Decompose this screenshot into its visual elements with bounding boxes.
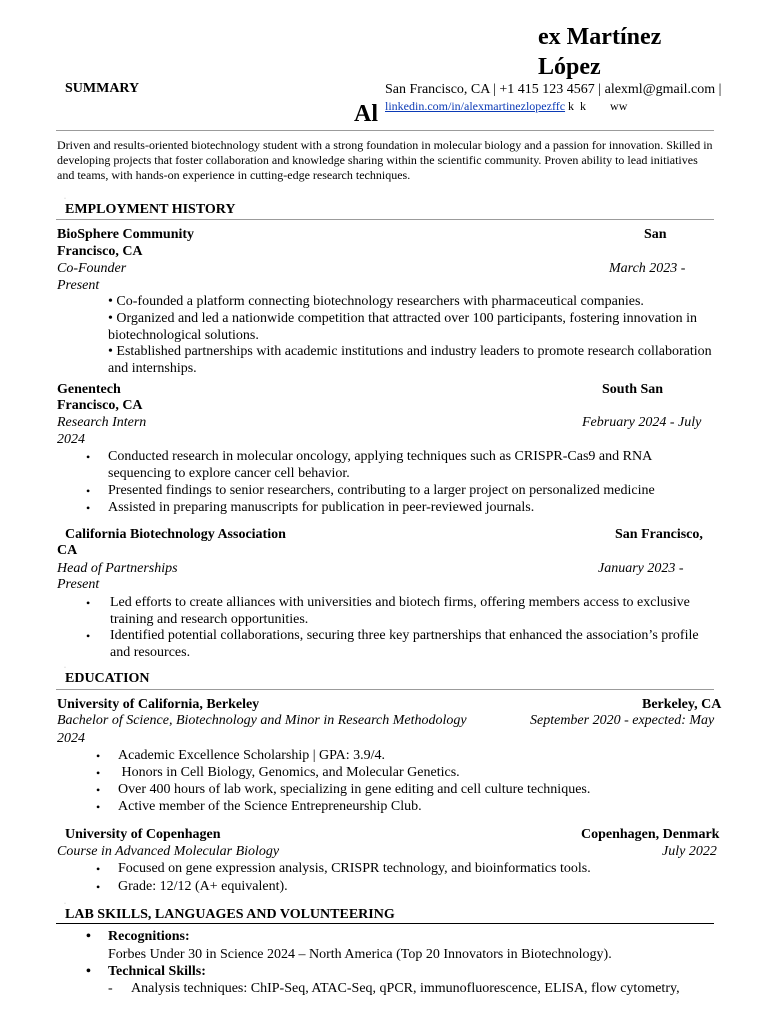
job-dates: February 2024 - July [582, 415, 702, 430]
bullet-dot: • [96, 749, 101, 763]
bullet-dot: • [96, 766, 101, 780]
linkedin-line [385, 99, 627, 114]
name-line-2: López [538, 54, 601, 80]
linkedin-tail: k k ww [568, 99, 628, 113]
job-dates-cont: 2024 [57, 432, 85, 447]
school-dates: September 2020 - expected: May [530, 713, 715, 728]
section-marker: · [64, 196, 66, 202]
name-prefix: Al [354, 101, 378, 127]
job-location-cont: Francisco, CA [57, 244, 143, 259]
job-role: Research Intern [57, 415, 147, 430]
summary-label: SUMMARY [65, 81, 140, 96]
job-dates: March 2023 - [609, 261, 686, 276]
school-dates: July 2022 [662, 844, 717, 859]
school-bullet: Honors in Cell Biology, Genomics, and Molecular Genetics. [118, 765, 460, 780]
school-bullet: Focused on gene expression analysis, CRISPR technology, and bioinformatics tools. [118, 861, 591, 876]
job-bullet: • Established partnerships with academic institutions and industry leaders to promote research collaboration and internships. [108, 344, 712, 376]
job-bullet: • Co-founded a platform connecting biotechnology researchers with pharmaceutical companies. [108, 294, 644, 309]
bullet-dot: • [96, 800, 101, 814]
job-org: Genentech [57, 382, 121, 397]
school-name: University of California, Berkeley [57, 697, 260, 712]
job-bullet: Conducted research in molecular oncology, applying techniques such as CRISPR-Cas9 and RNA sequencing to explore cancer cell behavior. [108, 449, 652, 481]
bullet-dot: • [86, 596, 91, 610]
job-role: Head of Partnerships [57, 561, 178, 576]
employment-divider [56, 219, 714, 220]
job-dates-cont: Present [57, 278, 100, 293]
job-bullet: Presented findings to senior researchers, contributing to a larger project on personalized medicine [108, 483, 655, 498]
recognitions-text: Forbes Under 30 in Science 2024 – North America (Top 20 Innovators in Biotechnology). [108, 947, 612, 962]
school-degree: Bachelor of Science, Biotechnology and Minor in Research Methodology [57, 713, 467, 728]
linkedin-link[interactable]: linkedin.com/in/alexmartinezlopezffc [385, 99, 566, 113]
skills-heading: LAB SKILLS, LANGUAGES AND VOLUNTEERING [65, 907, 395, 922]
job-org: BioSphere Community [57, 227, 195, 242]
school-degree: Course in Advanced Molecular Biology [57, 844, 280, 859]
section-marker: · [64, 665, 66, 671]
job-bullet: Led efforts to create alliances with universities and biotech firms, offering members access to exclusive training and research opportunities. [110, 595, 690, 627]
job-location: San [644, 227, 667, 242]
school-location: Copenhagen, Denmark [581, 827, 720, 842]
school-bullet: Academic Excellence Scholarship | GPA: 3.9/4. [118, 748, 386, 763]
bullet-dot: • [86, 501, 91, 515]
job-bullet: Identified potential collaborations, securing three key partnerships that enhanced the association’s profile and resources. [110, 628, 699, 660]
recognitions-label: Recognitions: [108, 929, 190, 944]
school-name: University of Copenhagen [65, 827, 221, 842]
section-marker: · [64, 901, 66, 907]
job-location: San Francisco, [615, 527, 703, 542]
bullet-dot: • [86, 929, 91, 944]
bullet-dot: • [96, 880, 101, 894]
school-bullet: Grade: 12/12 (A+ equivalent). [118, 879, 288, 894]
employment-heading: EMPLOYMENT HISTORY [65, 202, 236, 217]
school-bullet: Over 400 hours of lab work, specializing in gene editing and cell culture techniques. [118, 782, 591, 797]
bullet-dot: • [96, 862, 101, 876]
bullet-dot: • [96, 783, 101, 797]
summary-text: Driven and results-oriented biotechnology student with a strong foundation in molecular biology and a passion for innovation. Skilled in developing projects that foster collaboration and knowledge sharing within the scientific community. Proven ability to lead initiatives and teams, with hands-on experience in cutting-edge research techniques. [57, 138, 713, 182]
school-bullet: Active member of the Science Entrepreneurship Club. [118, 799, 422, 814]
job-dates-cont: Present [57, 577, 100, 592]
job-bullet: Assisted in preparing manuscripts for publication in peer-reviewed journals. [108, 500, 535, 515]
bullet-dot: • [86, 629, 91, 643]
dash-marker: - [108, 981, 113, 996]
technical-label: Technical Skills: [108, 964, 206, 979]
job-location-cont: Francisco, CA [57, 398, 143, 413]
school-dates-cont: 2024 [57, 731, 85, 746]
school-location: Berkeley, CA [642, 697, 722, 712]
bullet-dot: • [86, 964, 91, 979]
education-divider [56, 689, 714, 690]
job-dates: January 2023 - [598, 561, 684, 576]
job-bullet: • Organized and led a nationwide competition that attracted over 100 participants, fostering innovation in biotechnological solutions. [108, 311, 697, 343]
job-location: South San [602, 382, 664, 397]
bullet-dot: • [86, 484, 91, 498]
education-heading: EDUCATION [65, 671, 150, 686]
contact-line: San Francisco, CA | +1 415 123 4567 | alexml@gmail.com | [385, 82, 722, 97]
name-line-1: ex Martínez [538, 24, 662, 50]
analysis-text: Analysis techniques: ChIP-Seq, ATAC-Seq, qPCR, immunofluorescence, ELISA, flow cytometry, [131, 981, 680, 996]
job-location-cont: CA [57, 543, 78, 558]
job-org: California Biotechnology Association [65, 527, 286, 542]
skills-divider [56, 923, 714, 924]
header-divider [56, 130, 714, 131]
bullet-dot: • [86, 450, 91, 464]
job-role: Co-Founder [57, 261, 127, 276]
